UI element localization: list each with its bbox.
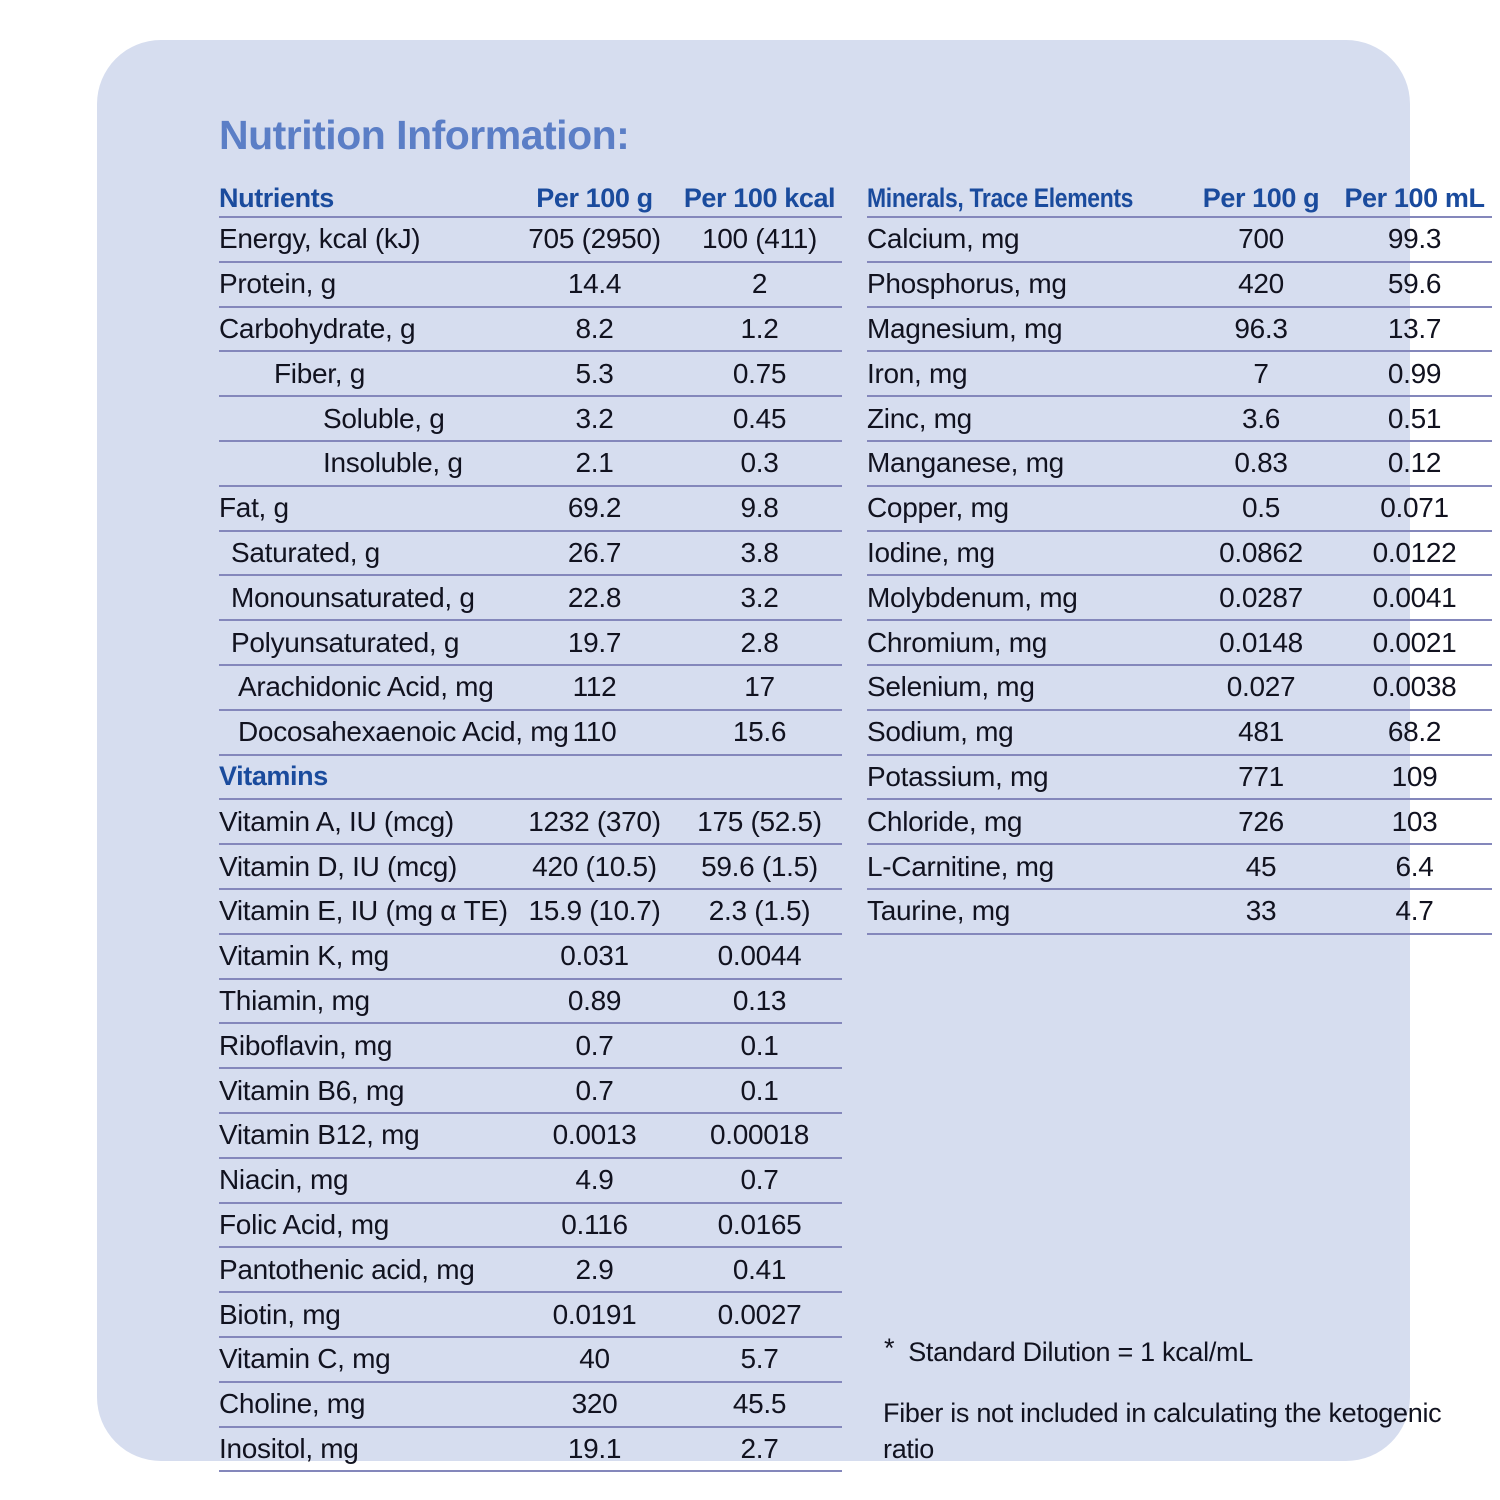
value-per-100-unit: 0.0165 <box>717 1208 802 1240</box>
value-per-100-unit: 0.0122 <box>1372 536 1457 568</box>
value-per-100-unit: 3.2 <box>740 581 779 613</box>
value-per-100-unit: 3.8 <box>740 536 779 568</box>
row-label: Biotin, mg <box>219 1298 341 1330</box>
value-per-100-unit: 0.45 <box>732 402 787 434</box>
value-per-100-unit: 59.6 <box>1387 268 1442 300</box>
table-row <box>867 756 1492 801</box>
row-label: Sodium, mg <box>867 716 1014 748</box>
value-per-100-unit: 0.51 <box>1387 402 1442 434</box>
table-row <box>219 1024 842 1069</box>
nutrition-card <box>97 40 1485 1464</box>
row-label: Insoluble, g <box>323 447 463 479</box>
value-per-100g: 1232 (370) <box>528 805 661 837</box>
value-per-100-unit: 0.99 <box>1387 357 1442 389</box>
table-row <box>219 442 842 487</box>
value-per-100-unit: 0.12 <box>1387 447 1442 479</box>
table-row <box>867 666 1492 711</box>
value-per-100g: 19.1 <box>567 1432 622 1464</box>
row-label: Protein, g <box>219 268 336 300</box>
value-per-100-unit: 45.5 <box>732 1388 787 1420</box>
table-row <box>867 442 1492 487</box>
value-per-100g: 726 <box>1238 805 1284 837</box>
row-label: Polyunsaturated, g <box>231 626 460 658</box>
value-per-100g: 771 <box>1238 760 1284 792</box>
value-per-100g: 3.6 <box>1241 402 1281 434</box>
table-row <box>867 711 1492 756</box>
value-per-100-unit: 0.41 <box>732 1253 787 1285</box>
footnote-standard-dilution <box>884 1333 1253 1368</box>
table-row <box>867 621 1492 666</box>
value-per-100g: 110 <box>572 716 617 748</box>
value-per-100g: 481 <box>1238 716 1284 748</box>
row-label: Docosahexaenoic Acid, mg <box>238 716 569 748</box>
table-row <box>219 711 842 756</box>
row-label: Vitamin B6, mg <box>219 1074 405 1106</box>
value-per-100g: 96.3 <box>1234 312 1288 344</box>
value-per-100-unit: 99.3 <box>1387 223 1442 255</box>
value-per-100g: 0.116 <box>561 1208 628 1240</box>
value-per-100-unit: 59.6 (1.5) <box>701 850 818 882</box>
row-label: Copper, mg <box>867 492 1009 524</box>
row-label: Taurine, mg <box>867 895 1010 927</box>
table-row <box>219 352 842 397</box>
value-per-100g: 4.9 <box>575 1164 614 1196</box>
table-row <box>219 263 842 308</box>
row-label: Iodine, mg <box>867 536 995 568</box>
row-label: Riboflavin, mg <box>219 1029 393 1061</box>
table-row <box>219 935 842 980</box>
table-row <box>867 308 1492 353</box>
value-per-100g: 0.7 <box>575 1074 614 1106</box>
value-per-100-unit: 175 (52.5) <box>697 805 822 837</box>
value-per-100g: 420 <box>1238 268 1284 300</box>
value-per-100g: 0.0287 <box>1219 581 1303 613</box>
value-per-100g: 40 <box>579 1343 610 1375</box>
table-row <box>219 1338 842 1383</box>
value-per-100g: 0.0148 <box>1219 626 1303 658</box>
value-per-100-unit: 0.0021 <box>1372 626 1457 658</box>
value-per-100-unit: 0.0041 <box>1372 581 1457 613</box>
table-row <box>219 1383 842 1428</box>
value-per-100-unit: 0.0027 <box>717 1298 802 1330</box>
row-label: Fiber, g <box>274 357 365 389</box>
table-row <box>867 487 1492 532</box>
row-label: Magnesium, mg <box>867 312 1063 344</box>
value-per-100-unit: 2.3 (1.5) <box>708 895 811 927</box>
column-header-per-100g: Per 100 g <box>536 182 653 213</box>
value-per-100-unit: 100 (411) <box>701 223 818 255</box>
row-label: Monounsaturated, g <box>231 581 475 613</box>
table-row <box>219 576 842 621</box>
table-row <box>867 397 1492 442</box>
value-per-100g: 2.1 <box>575 447 614 479</box>
value-per-100g: 0.7 <box>575 1029 614 1061</box>
value-per-100-unit: 0.1 <box>740 1074 779 1106</box>
value-per-100g: 0.5 <box>1241 492 1281 524</box>
table-row <box>219 800 842 845</box>
row-label: Niacin, mg <box>219 1164 349 1196</box>
table-row <box>219 845 842 890</box>
value-per-100-unit: 68.2 <box>1387 716 1442 748</box>
value-per-100g: 14.4 <box>567 268 622 300</box>
value-per-100g: 320 <box>571 1388 618 1420</box>
value-per-100-unit: 0.3 <box>740 447 779 479</box>
row-label: Phosphorus, mg <box>867 268 1067 300</box>
value-per-100-unit: 5.7 <box>740 1343 779 1375</box>
value-per-100-unit: 13.7 <box>1387 312 1442 344</box>
minerals-table-header <box>867 180 1492 218</box>
section-header: Vitamins <box>219 761 328 792</box>
table-row <box>219 621 842 666</box>
value-per-100-unit: 0.0038 <box>1372 671 1457 703</box>
row-label: Calcium, mg <box>867 223 1020 255</box>
value-per-100g: 2.9 <box>575 1253 614 1285</box>
row-label: Vitamin C, mg <box>219 1343 391 1375</box>
row-label: L-Carnitine, mg <box>867 850 1054 882</box>
table-row <box>219 1204 842 1249</box>
value-per-100g: 112 <box>572 671 617 703</box>
row-label: Vitamin K, mg <box>219 940 389 972</box>
row-label: Choline, mg <box>219 1388 366 1420</box>
table-row <box>867 532 1492 577</box>
row-label: Molybdenum, mg <box>867 581 1078 613</box>
table-row <box>219 487 842 532</box>
column-header-per-100kcal: Per 100 kcal <box>683 182 836 213</box>
nutrients-table-body <box>219 218 842 1472</box>
table-row <box>219 1248 842 1293</box>
table-row <box>219 1293 842 1338</box>
value-per-100-unit: 1.2 <box>740 312 779 344</box>
value-per-100-unit: 0.0044 <box>717 940 802 972</box>
row-label: Iron, mg <box>867 357 968 389</box>
row-label: Inositol, mg <box>219 1432 359 1464</box>
row-label: Manganese, mg <box>867 447 1064 479</box>
table-row <box>219 1428 842 1473</box>
value-per-100g: 15.9 (10.7) <box>528 895 661 927</box>
value-per-100g: 7 <box>1253 357 1269 389</box>
value-per-100-unit: 9.8 <box>740 492 779 524</box>
value-per-100g: 69.2 <box>567 492 622 524</box>
table-row <box>867 218 1492 263</box>
row-label: Vitamin B12, mg <box>219 1119 420 1151</box>
value-per-100g: 0.83 <box>1234 447 1288 479</box>
value-per-100g: 0.89 <box>567 984 622 1016</box>
value-per-100-unit: 6.4 <box>1395 850 1434 882</box>
value-per-100g: 0.031 <box>560 940 629 972</box>
row-label: Chromium, mg <box>867 626 1047 658</box>
row-label: Saturated, g <box>231 536 380 568</box>
value-per-100g: 8.2 <box>575 312 614 344</box>
column-header-nutrients: Nutrients <box>219 182 334 213</box>
value-per-100g: 0.0013 <box>552 1119 637 1151</box>
table-row <box>219 532 842 577</box>
value-per-100-unit: 2.7 <box>740 1432 779 1464</box>
table-row <box>219 980 842 1025</box>
row-label: Chloride, mg <box>867 805 1023 837</box>
minerals-table-body <box>867 218 1492 935</box>
row-label: Folic Acid, mg <box>219 1208 390 1240</box>
value-per-100-unit: 0.071 <box>1380 492 1449 524</box>
table-row <box>219 666 842 711</box>
value-per-100-unit: 103 <box>1391 805 1438 837</box>
value-per-100-unit: 0.00018 <box>709 1119 810 1151</box>
value-per-100-unit: 2 <box>751 268 768 300</box>
value-per-100-unit: 0.13 <box>732 984 787 1016</box>
table-row <box>219 397 842 442</box>
value-per-100-unit: 4.7 <box>1395 895 1434 927</box>
value-per-100g: 26.7 <box>567 536 622 568</box>
value-per-100g: 19.7 <box>567 626 622 658</box>
table-row <box>219 1114 842 1159</box>
value-per-100g: 33 <box>1245 895 1277 927</box>
value-per-100-unit: 0.1 <box>740 1029 779 1061</box>
row-label: Vitamin D, IU (mcg) <box>219 850 458 882</box>
table-row <box>867 263 1492 308</box>
footnote-fiber: Fiber is not included in calculating the ketogenic ratio <box>883 1398 1442 1464</box>
nutrients-table <box>219 180 842 1472</box>
table-row <box>219 890 842 935</box>
table-row <box>867 845 1492 890</box>
page-title: Nutrition Information: <box>219 112 630 158</box>
value-per-100g: 45 <box>1245 850 1277 882</box>
value-per-100g: 22.8 <box>567 581 622 613</box>
row-label: Thiamin, mg <box>219 984 370 1016</box>
table-row <box>219 1159 842 1204</box>
value-per-100g: 0.027 <box>1226 671 1296 703</box>
asterisk-marker: * <box>884 1333 895 1363</box>
value-per-100-unit: 15.6 <box>732 716 787 748</box>
nutrients-table-header <box>219 180 842 218</box>
row-label: Vitamin E, IU (mg α TE) <box>219 895 508 927</box>
row-label: Zinc, mg <box>867 402 972 434</box>
row-label: Arachidonic Acid, mg <box>238 671 494 703</box>
table-row <box>867 352 1492 397</box>
value-per-100g: 5.3 <box>575 357 614 389</box>
row-label: Carbohydrate, g <box>219 312 416 344</box>
minerals-table <box>867 180 1492 935</box>
footnote-standard-dilution-text: Standard Dilution = 1 kcal/mL <box>908 1337 1253 1367</box>
value-per-100g: 3.2 <box>575 402 614 434</box>
value-per-100-unit: 17 <box>744 671 775 703</box>
table-row <box>867 890 1492 935</box>
value-per-100-unit: 2.8 <box>740 626 779 658</box>
value-per-100g: 700 <box>1238 223 1284 255</box>
table-row <box>219 1069 842 1114</box>
table-row <box>867 576 1492 621</box>
value-per-100g: 0.0191 <box>552 1298 637 1330</box>
column-header-per-100mL: Per 100 mL <box>1344 182 1485 213</box>
row-label: Energy, kcal (kJ) <box>219 223 421 255</box>
row-label: Soluble, g <box>323 402 445 434</box>
row-label: Potassium, mg <box>867 760 1049 792</box>
value-per-100-unit: 0.7 <box>740 1164 779 1196</box>
row-label: Vitamin A, IU (mcg) <box>219 805 454 837</box>
column-header-per-100g: Per 100 g <box>1202 182 1320 213</box>
row-label: Selenium, mg <box>867 671 1035 703</box>
value-per-100g: 705 (2950) <box>528 223 661 255</box>
row-label: Pantothenic acid, mg <box>219 1253 475 1285</box>
table-row <box>867 800 1492 845</box>
section-header-row <box>219 756 842 801</box>
value-per-100-unit: 0.75 <box>732 357 787 389</box>
table-row <box>219 218 842 263</box>
value-per-100-unit: 109 <box>1391 760 1438 792</box>
table-row <box>219 308 842 353</box>
value-per-100g: 0.0862 <box>1219 536 1303 568</box>
row-label: Fat, g <box>219 492 289 524</box>
value-per-100g: 420 (10.5) <box>532 850 657 882</box>
column-header-minerals: Minerals, Trace Elements <box>867 182 1134 213</box>
